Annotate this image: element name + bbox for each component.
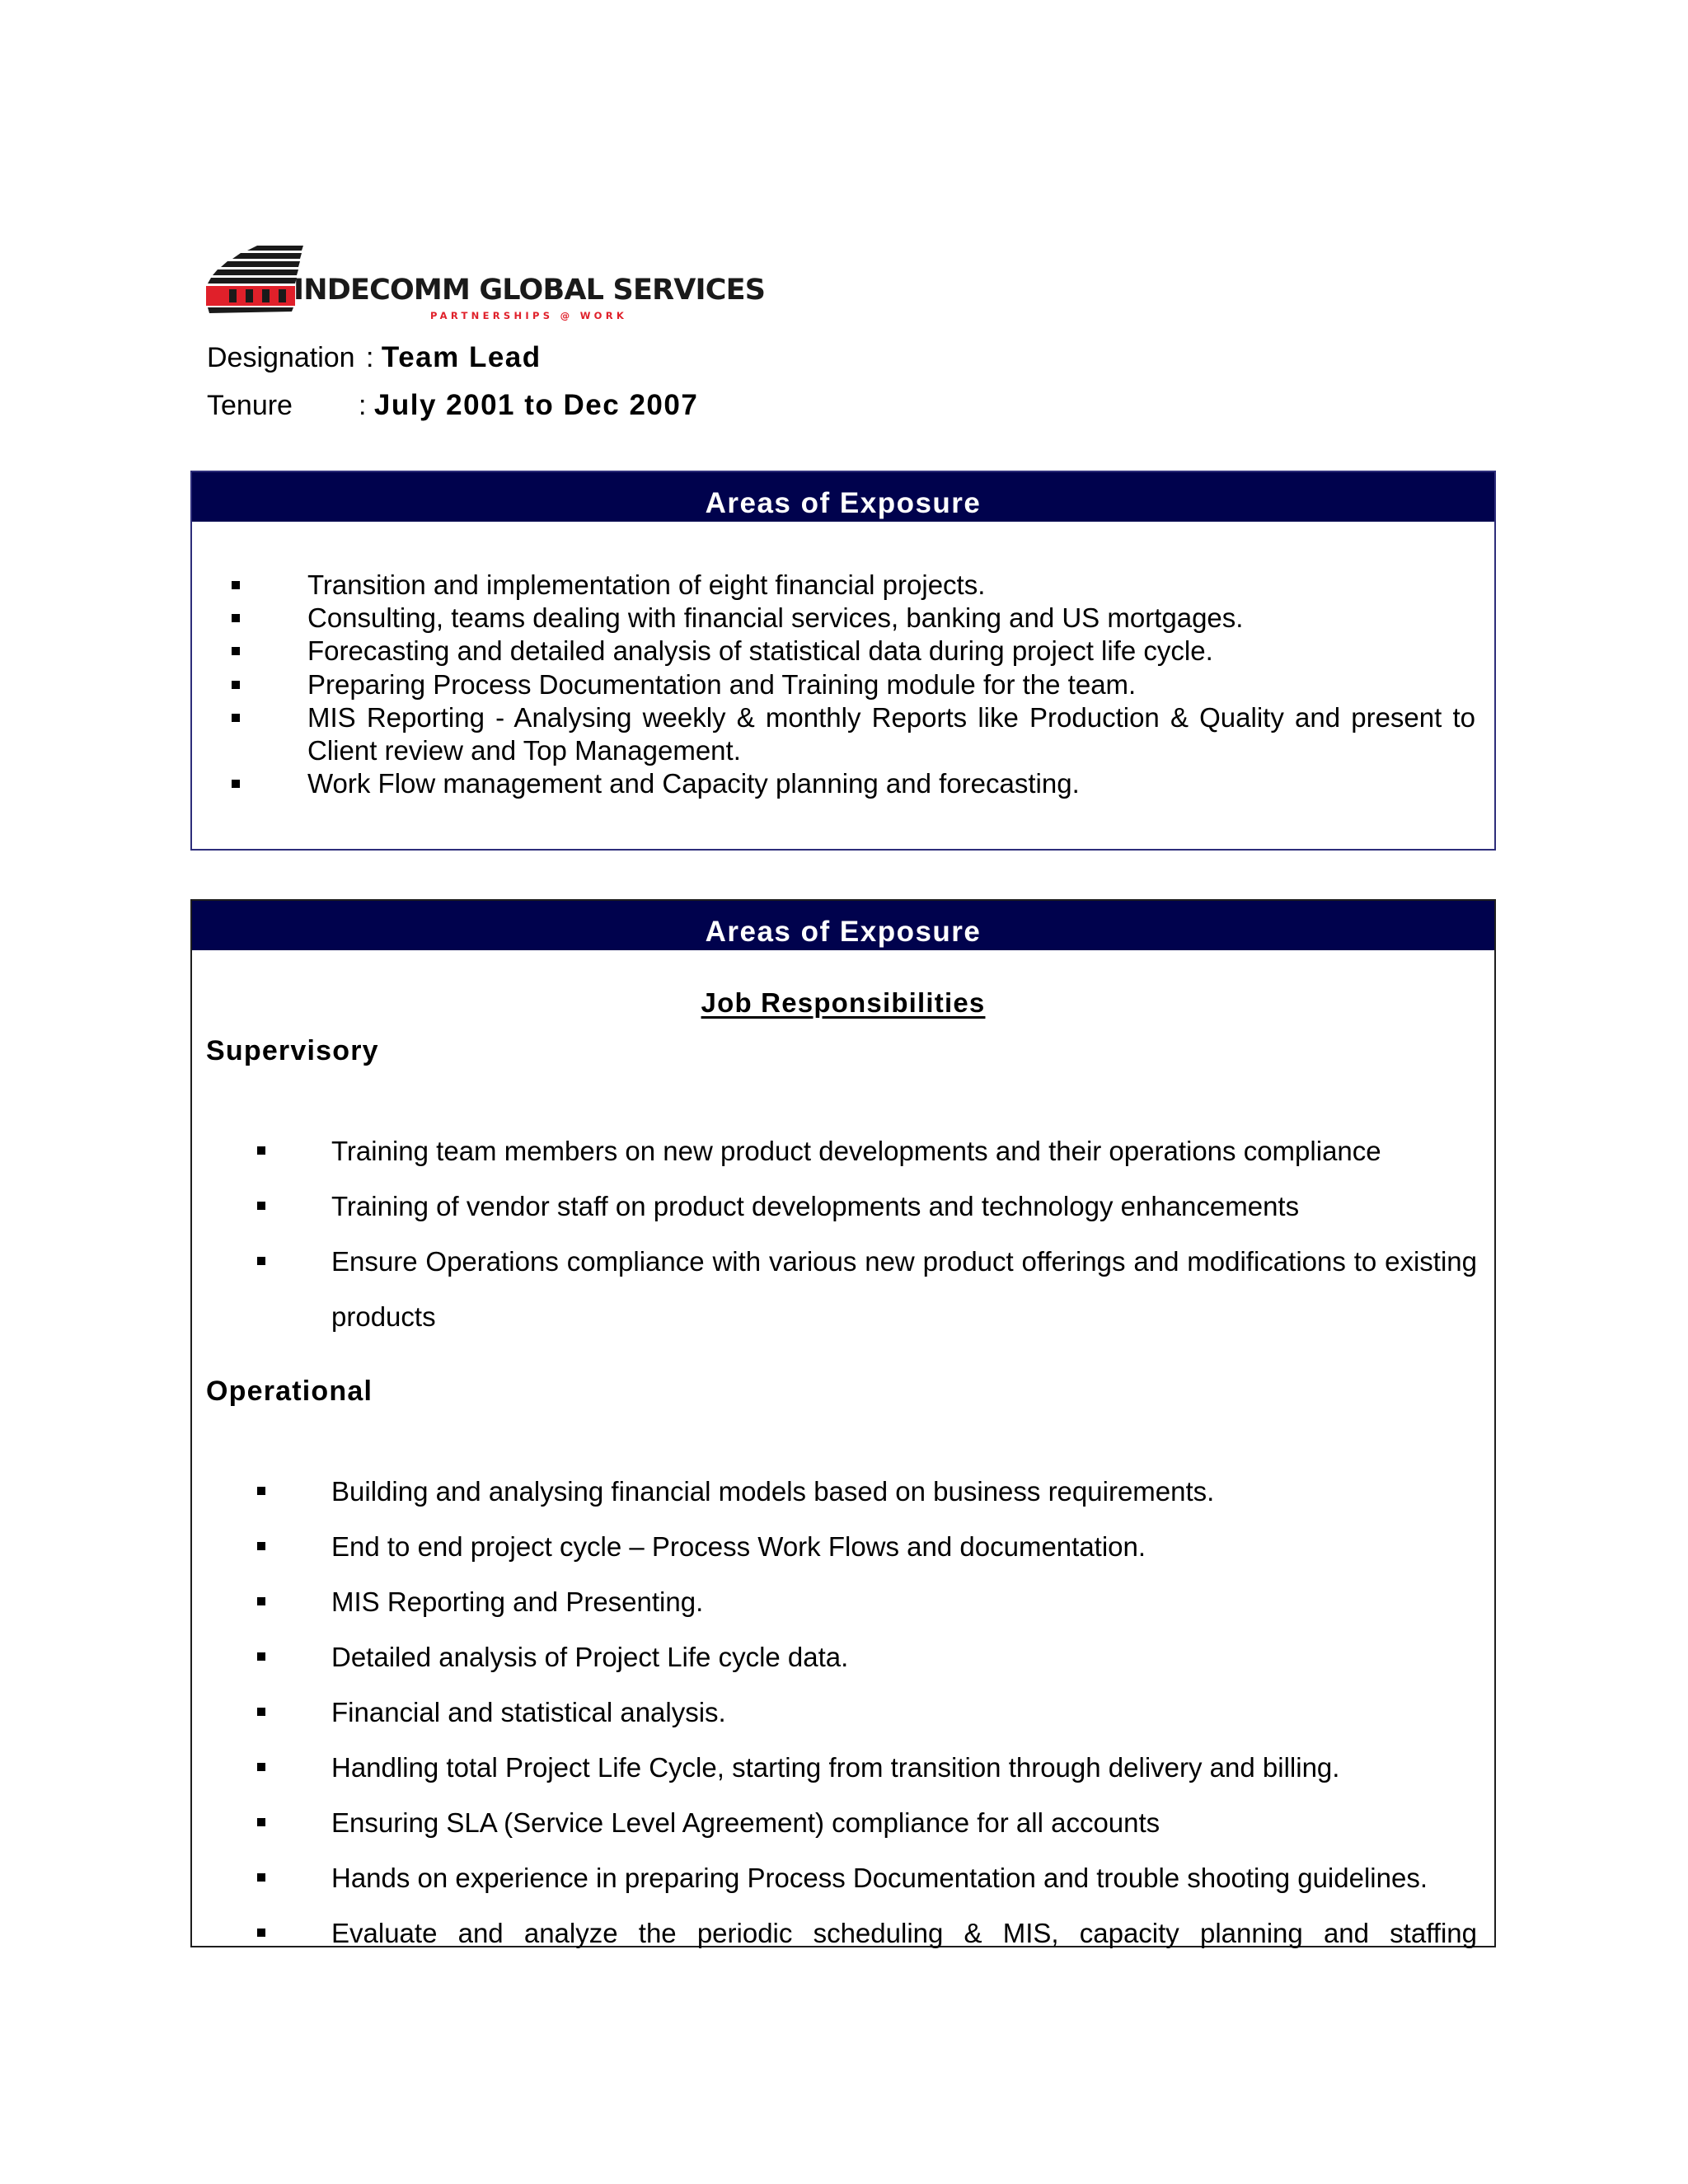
square-bullet-icon: [232, 780, 240, 788]
list-item: [232, 767, 1475, 800]
list-item: [257, 1519, 1477, 1574]
list-item-text: Work Flow management and Capacity planning and forecasting.: [307, 768, 1080, 799]
list-item-text: Evaluate and analyze the periodic scheduling & MIS, capacity planning and staffing: [331, 1918, 1477, 1948]
list-item-text: Ensuring SLA (Service Level Agreement) compliance for all accounts: [331, 1807, 1160, 1838]
list-item: [257, 1740, 1477, 1795]
square-bullet-icon: [257, 1542, 265, 1550]
list-item-text: Ensure Operations compliance with various new product offerings and modifications to existing products: [331, 1246, 1477, 1332]
list-item: [257, 1574, 1477, 1629]
section-header: Areas of Exposure: [192, 901, 1494, 950]
square-bullet-icon: [257, 1202, 265, 1210]
tenure-label: Tenure: [207, 390, 293, 421]
list-item-text: Consulting, teams dealing with financial services, banking and US mortgages.: [307, 602, 1244, 634]
designation-value: Team Lead: [381, 341, 542, 373]
list-item-text: Training of vendor staff on product developments and technology enhancements: [331, 1191, 1300, 1221]
logo-mark-icon: [206, 244, 305, 316]
job-responsibilities-title: Job Responsibilities: [701, 987, 986, 1018]
supervisory-list: [257, 1123, 1477, 1344]
list-item-text: Detailed analysis of Project Life cycle data.: [331, 1642, 849, 1672]
square-bullet-icon: [257, 1873, 265, 1882]
list-item: [232, 635, 1475, 668]
list-item: [257, 1850, 1477, 1905]
list-item: [257, 1123, 1477, 1179]
list-item-text: Building and analysing financial models based on business requirements.: [331, 1476, 1215, 1507]
list-item: [232, 602, 1475, 635]
square-bullet-icon: [257, 1146, 265, 1155]
list-item: [232, 701, 1475, 767]
list-item-text: Training team members on new product developments and their operations compliance: [331, 1136, 1381, 1166]
designation-label: Designation: [207, 342, 355, 373]
square-bullet-icon: [257, 1708, 265, 1716]
list-item-text: MIS Reporting - Analysing weekly & monthly Reports like Production & Quality and present to Client review and Top Management.: [307, 701, 1475, 766]
list-item: [257, 1234, 1477, 1344]
list-item: [257, 1905, 1477, 1961]
list-item: [257, 1629, 1477, 1685]
tenure-separator: :: [359, 390, 367, 421]
section-header: Areas of Exposure: [192, 472, 1494, 522]
square-bullet-icon: [257, 1597, 265, 1605]
list-item: [257, 1464, 1477, 1519]
list-item-text: Forecasting and detailed analysis of statistical data during project life cycle.: [307, 635, 1213, 667]
square-bullet-icon: [257, 1818, 265, 1826]
square-bullet-icon: [232, 714, 240, 722]
list-item: [232, 668, 1475, 701]
tenure-value: July 2001 to Dec 2007: [373, 389, 699, 421]
square-bullet-icon: [257, 1257, 265, 1265]
list-item: [257, 1795, 1477, 1850]
list-item-text: Financial and statistical analysis.: [331, 1697, 726, 1727]
list-item-text: Preparing Process Documentation and Training module for the team.: [307, 668, 1137, 700]
square-bullet-icon: [232, 581, 240, 589]
designation-separator: :: [366, 342, 374, 373]
square-bullet-icon: [257, 1652, 265, 1661]
job-responsibilities-box: [190, 899, 1496, 1947]
list-item-text: Hands on experience in preparing Process Documentation and trouble shooting guidelines.: [331, 1863, 1428, 1893]
company-logo: [206, 244, 766, 326]
list-item-text: Transition and implementation of eight financial projects.: [307, 569, 986, 600]
areas-of-exposure-box: [190, 471, 1496, 851]
exposure-list: [232, 569, 1475, 800]
designation-row: [207, 341, 542, 374]
square-bullet-icon: [232, 647, 240, 655]
list-item: [257, 1179, 1477, 1234]
operational-list: [257, 1464, 1477, 1961]
logo-tagline: PARTNERSHIPS @ WORK: [430, 310, 628, 321]
list-item: [257, 1685, 1477, 1740]
square-bullet-icon: [232, 681, 240, 689]
logo-name: INDECOMM GLOBAL SERVICES: [293, 274, 766, 307]
square-bullet-icon: [257, 1763, 265, 1771]
square-bullet-icon: [257, 1929, 265, 1937]
tenure-row: [207, 389, 698, 422]
list-item: [232, 569, 1475, 602]
list-item-text: End to end project cycle – Process Work Flows and documentation.: [331, 1531, 1146, 1562]
list-item-text: Handling total Project Life Cycle, starting from transition through delivery and billing.: [331, 1752, 1340, 1783]
list-item-text: MIS Reporting and Presenting.: [331, 1586, 704, 1617]
square-bullet-icon: [257, 1487, 265, 1495]
supervisory-heading: Supervisory: [206, 1035, 379, 1066]
square-bullet-icon: [232, 614, 240, 622]
operational-heading: Operational: [206, 1376, 373, 1407]
